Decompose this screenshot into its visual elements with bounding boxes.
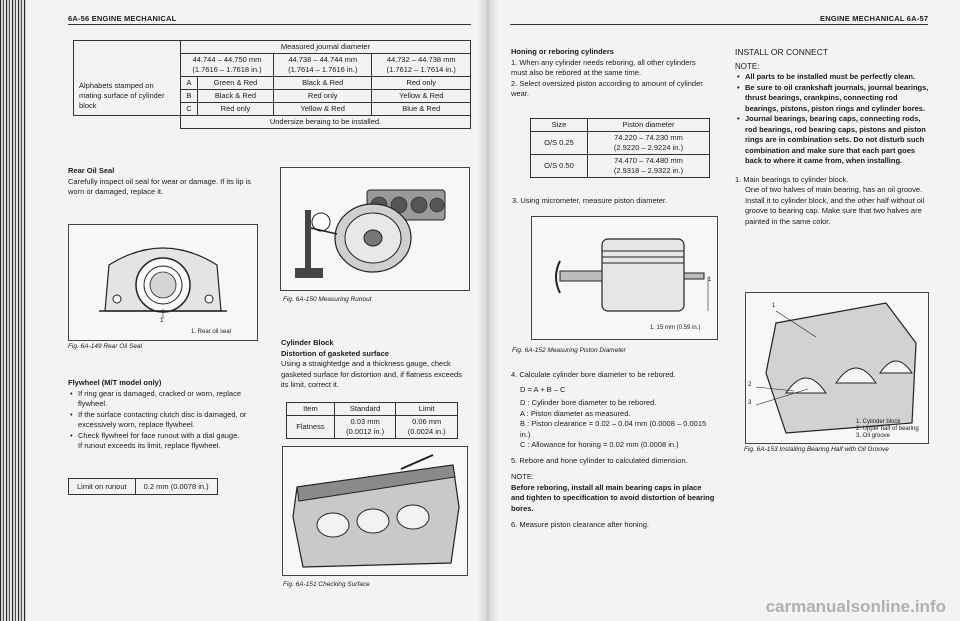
journal-row-letter: B bbox=[181, 90, 198, 103]
fig-150-measuring-runout bbox=[280, 167, 470, 291]
distortion-subheading: Distortion of gasketed surface bbox=[281, 348, 389, 358]
fig-153-callout: 1 bbox=[772, 303, 776, 309]
runout-limit-value: 0.2 mm (0.0078 in.) bbox=[135, 479, 217, 494]
bore-calculation-section bbox=[511, 370, 716, 531]
bore-step-6: 6. Measure piston clearance after honing. bbox=[511, 520, 649, 529]
journal-row-label: Alphabets stamped on mating surface of cylinder block bbox=[74, 77, 181, 116]
cylinder-block-section bbox=[281, 338, 469, 391]
piston-diameter: 74.220 – 74.230 mm (2.9220 – 2.9224 in.) bbox=[587, 132, 709, 155]
bore-note-title: NOTE: bbox=[511, 472, 534, 481]
piston-table-header: Piston diameter bbox=[587, 119, 709, 132]
runout-limit-box bbox=[68, 478, 218, 495]
journal-cell: Red only bbox=[372, 77, 471, 90]
bore-definition: A : Piston diameter as measured. bbox=[520, 408, 631, 418]
fig-153-callout: 2 bbox=[748, 382, 752, 388]
journal-cell: Black & Red bbox=[273, 77, 372, 90]
fig-150-caption: Fig. 6A-150 Measuring Runout bbox=[283, 296, 372, 303]
flywheel-note: If runout exceeds its limit, replace flywheel. bbox=[78, 441, 221, 450]
fig-151-caption: Fig. 6A-151 Checking Surface bbox=[283, 581, 370, 588]
install-bullet: • All parts to be installed must be perfectly clean. bbox=[745, 72, 931, 83]
fig-153-legend-item: 1. Cylinder block bbox=[856, 419, 901, 425]
piston-size: O/S 0.50 bbox=[531, 155, 588, 178]
journal-col-header: 44.744 – 44.750 mm (1.7616 – 1.7618 in.) bbox=[181, 54, 274, 77]
bore-definitions bbox=[511, 398, 716, 451]
book-edge bbox=[0, 0, 26, 621]
piston-micrometer-drawing bbox=[532, 217, 717, 339]
journal-col-header: 44.738 – 44.744 mm (1.7614 – 1.7616 in.) bbox=[273, 54, 372, 77]
install-step-1: 1. Main bearings to cylinder block. bbox=[735, 174, 849, 184]
bore-step-5: 5. Rebore and hone cylinder to calculated dimension. bbox=[511, 455, 688, 465]
piston-diameter: 74.470 – 74.480 mm (2.9318 – 2.9322 in.) bbox=[587, 155, 709, 178]
fig-149-callout: 1 bbox=[160, 318, 164, 324]
fig-153-caption: Fig. 6A-153 Installing Bearing Half with Oil Groove bbox=[744, 446, 889, 453]
fig-152-callout: 1 bbox=[708, 277, 712, 283]
journal-table-title: Measured journal diameter bbox=[181, 41, 471, 54]
flatness-header: Limit bbox=[396, 403, 458, 416]
honing-heading: Honing or reboring cylinders bbox=[511, 47, 614, 56]
flatness-item: Flatness bbox=[287, 416, 335, 439]
right-page-header: ENGINE MECHANICAL 6A-57 bbox=[820, 14, 929, 23]
header-rule bbox=[68, 24, 471, 25]
honing-step-2: 2. Select oversized piston according to amount of cylinder wear. bbox=[511, 78, 703, 98]
journal-cell: Yellow & Red bbox=[372, 90, 471, 103]
fig-152-legend: 1. 15 mm (0.59 in.) bbox=[650, 325, 701, 331]
journal-cell: Red only bbox=[273, 90, 372, 103]
journal-table-footer: Undersize beraing to be installed. bbox=[181, 116, 471, 129]
rear-oil-seal-heading: Rear Oil Seal bbox=[68, 166, 115, 175]
journal-table bbox=[73, 40, 471, 129]
left-page-header: 6A-56 ENGINE MECHANICAL bbox=[68, 14, 177, 23]
install-bullet: • Be sure to oil crankshaft journals, journal bearings, thrust bearings, crankpins, connecting rod bearings, pistons, piston rings and cylinder bores. bbox=[745, 83, 931, 115]
fig-149-caption: Fig. 6A-149 Rear Oil Seal bbox=[68, 343, 143, 350]
bore-definition: C : Allowance for honing = 0.02 mm (0.0008 in.) bbox=[520, 440, 679, 449]
rear-oil-seal-section bbox=[68, 166, 256, 198]
flatness-table bbox=[286, 402, 458, 439]
fig-153-legend bbox=[856, 419, 919, 440]
fig-149-legend: 1. Rear oil seal bbox=[191, 329, 232, 335]
install-note-title: NOTE: bbox=[735, 61, 760, 71]
flywheel-heading: Flywheel (M/T model only) bbox=[68, 378, 162, 387]
piston-size: O/S 0.25 bbox=[531, 132, 588, 155]
journal-row-letter: C bbox=[181, 103, 198, 116]
bore-formula: D = A + B – C bbox=[520, 384, 566, 394]
page-fold bbox=[478, 0, 498, 621]
honing-step-1: 1. When any cylinder needs reboring, all other cylinders must also be rebored at the same time. bbox=[511, 57, 696, 77]
honing-section bbox=[511, 47, 711, 100]
install-heading: INSTALL OR CONNECT bbox=[735, 47, 829, 57]
flywheel-bullet: • If ring gear is damaged, cracked or worn, replace flywheel. bbox=[78, 389, 258, 410]
fig-152-measuring-piston bbox=[531, 216, 718, 340]
install-bullet: • Journal bearings, bearing caps, connecting rods, rod bearings, rod bearing caps, pistons and piston rings are in combination sets. Do not disturb such combination and make sure that each part goes back to where it came from, when installing. bbox=[745, 114, 931, 167]
piston-size-table bbox=[530, 118, 710, 178]
fig-153-legend-item: 2. Upper half of bearing bbox=[856, 426, 919, 432]
install-bullets bbox=[735, 72, 931, 167]
runout-limit-label: Limit on runout bbox=[77, 482, 127, 491]
header-rule bbox=[510, 24, 928, 25]
journal-cell: Blue & Red bbox=[372, 103, 471, 116]
fig-153-installing-bearing bbox=[745, 292, 929, 444]
fig-149-rear-oil-seal bbox=[68, 224, 258, 341]
bore-definition: D : Cylinder bore diameter to be rebored. bbox=[520, 398, 657, 407]
checking-surface-drawing bbox=[283, 447, 467, 575]
cylinder-block-body: Using a straightedge and a thickness gauge, check gasketed surface for distortion and, if flatness exceeds its limit, correct it. bbox=[281, 359, 462, 389]
fig-151-checking-surface bbox=[282, 446, 468, 576]
install-step-1-body: One of two halves of main bearing, has an oil groove. Install it to cylinder block, and the other half without oil groove to bearing cap. Make sure that two halves are painted in the same color. bbox=[745, 185, 925, 226]
journal-cell: Green & Red bbox=[198, 77, 274, 90]
watermark: carmanualsonline.info bbox=[765, 597, 946, 616]
journal-cell: Yellow & Red bbox=[273, 103, 372, 116]
install-section bbox=[735, 47, 931, 227]
journal-cell: Black & Red bbox=[198, 90, 274, 103]
bore-note-body: Before reboring, install all main bearing caps in place and tighten to specification to avoid distortion of bearing bores. bbox=[511, 482, 715, 513]
cylinder-block-heading: Cylinder Block bbox=[281, 338, 334, 347]
journal-row-letter: A bbox=[181, 77, 198, 90]
journal-cell: Red only bbox=[198, 103, 274, 116]
flywheel-bullet: • Check flywheel for face runout with a dial gauge. bbox=[78, 431, 258, 442]
flywheel-bullets bbox=[68, 389, 258, 442]
flywheel-bullet: • If the surface contacting clutch disc is damaged, or excessively worn, replace flywheel. bbox=[78, 410, 258, 431]
bore-definition: B : Piston clearance = 0.02 – 0.04 mm (0.0008 – 0.0015 in.) bbox=[520, 419, 707, 439]
fig-153-callout: 3 bbox=[748, 400, 752, 406]
journal-col-header: 44.732 – 44.738 mm (1.7612 – 1.7614 in.) bbox=[372, 54, 471, 77]
flatness-header: Item bbox=[287, 403, 335, 416]
fig-152-caption: Fig. 6A-152 Measuring Piston Diameter bbox=[512, 347, 626, 354]
rear-oil-seal-body: Carefully inspect oil seal for wear or damage. If its lip is worn or damaged, replace it. bbox=[68, 176, 251, 196]
honing-step-3: 3. Using micrometer, measure piston diameter. bbox=[512, 196, 668, 205]
flatness-standard: 0.03 mm (0.0012 in.) bbox=[334, 416, 396, 439]
flatness-limit: 0.06 mm (0.0024 in.) bbox=[396, 416, 458, 439]
bore-step-4: 4. Calculate cylinder bore diameter to be rebored. bbox=[511, 370, 676, 379]
fig-153-legend-item: 3. Oil groove bbox=[856, 433, 891, 439]
piston-table-header: Size bbox=[531, 119, 588, 132]
flatness-header: Standard bbox=[334, 403, 396, 416]
flywheel-section bbox=[68, 378, 258, 452]
flywheel-runout-drawing bbox=[281, 168, 469, 290]
